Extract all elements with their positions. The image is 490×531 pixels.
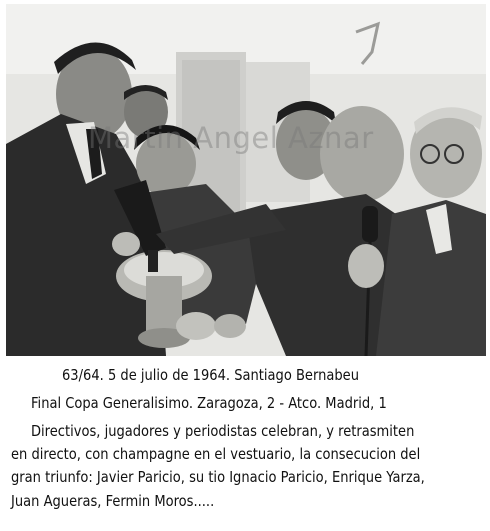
caption-line-names-1: gran triunfo: Javier Paricio, su tio Ignacio Paricio, Enrique Yarza,	[11, 468, 425, 486]
caption-line-description-1: Directivos, jugadores y periodistas celebran, y retrasmiten	[31, 422, 415, 440]
caption-line-description-2: en directo, con champagne en el vestuario, la consecucion del	[11, 445, 421, 463]
photo-print	[6, 4, 486, 356]
caption-line-match-result: Final Copa Generalisimo. Zaragoza, 2 - Atco. Madrid, 1	[31, 394, 387, 412]
celebration-photo	[6, 4, 486, 356]
photo-watermark: Martin Angel Aznar	[88, 121, 374, 155]
photo-caption	[0, 358, 490, 528]
caption-line-names-2: Juan Agueras, Fermin Moros.....	[11, 492, 215, 510]
caption-line-date-venue: 63/64. 5 de julio de 1964. Santiago Bernabeu	[62, 366, 360, 384]
